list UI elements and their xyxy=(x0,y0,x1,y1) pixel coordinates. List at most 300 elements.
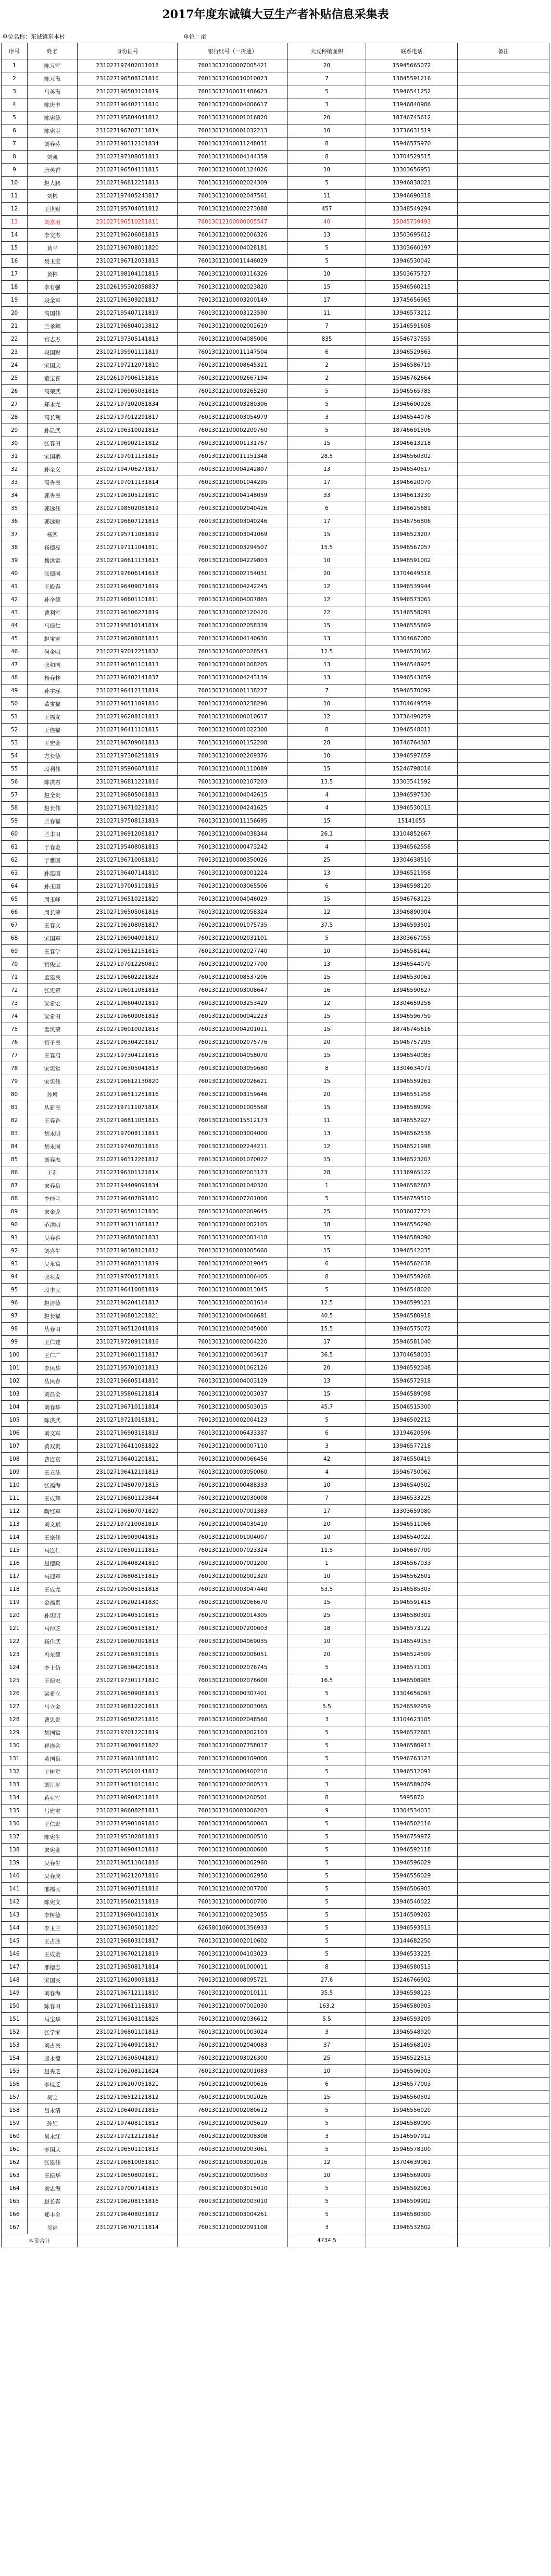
cell-remark xyxy=(458,1375,549,1388)
cell-id-number: 231027196510231820 xyxy=(78,893,178,906)
table-row xyxy=(2,711,549,724)
cell-soy-area: 13 xyxy=(288,867,366,880)
table-row xyxy=(2,1818,549,1831)
cell-soy-area: 10 xyxy=(288,2065,366,2078)
cell-id-number: 231027196107051821 xyxy=(78,2078,178,2091)
cell-phone: 15946560502 xyxy=(366,2091,458,2104)
cell-remark xyxy=(458,619,549,632)
cell-phone: 13946532602 xyxy=(366,2221,458,2234)
cell-bank-account: 76013012100002045000 xyxy=(178,1323,288,1336)
cell-name: 李玉兰 xyxy=(28,1922,78,1935)
cell-index: 138 xyxy=(2,1844,28,1857)
cell-name: 王树堂 xyxy=(28,1765,78,1778)
cell-remark xyxy=(458,2117,549,2130)
cell-remark xyxy=(458,203,549,216)
cell-bank-account: 76013012100002003065 xyxy=(178,1700,288,1713)
cell-phone: 15146507912 xyxy=(366,2130,458,2143)
cell-name: 李树德 xyxy=(28,1909,78,1922)
cell-phone: 15146558091 xyxy=(366,606,458,619)
cell-remark xyxy=(458,229,549,242)
cell-id-number: 231027197508131819 xyxy=(78,815,178,828)
cell-remark xyxy=(458,1909,549,1922)
cell-phone: 13946548925 xyxy=(366,658,458,671)
cell-remark xyxy=(458,893,549,906)
cell-soy-area: 5 xyxy=(288,2104,366,2117)
table-row xyxy=(2,1375,549,1388)
table-row xyxy=(2,1010,549,1023)
cell-phone: 13946598120 xyxy=(366,880,458,893)
table-row xyxy=(2,1778,549,1791)
cell-soy-area: 28 xyxy=(288,1166,366,1179)
cell-name: 黄双贵 xyxy=(28,1440,78,1453)
cell-index: 102 xyxy=(2,1375,28,1388)
cell-id-number: 231027196308101812 xyxy=(78,1245,178,1258)
cell-soy-area: 13 xyxy=(288,1127,366,1140)
cell-soy-area: 12 xyxy=(288,2156,366,2169)
cell-phone: 13348549294 xyxy=(366,203,458,216)
cell-name: 马仲芝 xyxy=(28,1622,78,1635)
cell-id-number: 231027196512041819 xyxy=(78,1323,178,1336)
cell-id-number: 231027196511251816 xyxy=(78,1088,178,1101)
cell-phone: 13946580301 xyxy=(366,1609,458,1622)
table-row xyxy=(2,1284,549,1297)
cell-phone: 15946581040 xyxy=(366,1336,458,1349)
cell-soy-area: 15.5 xyxy=(288,1323,366,1336)
cell-name: 曹思贵 xyxy=(28,1713,78,1726)
cell-id-number: 231027197005171815 xyxy=(78,1271,178,1284)
cell-remark xyxy=(458,1088,549,1101)
cell-phone: 13946509902 xyxy=(366,2195,458,2208)
cell-phone: 13946596029 xyxy=(366,1857,458,1870)
cell-soy-area: 4 xyxy=(288,802,366,815)
cell-remark xyxy=(458,958,549,971)
cell-id-number: 231027196108081817 xyxy=(78,919,178,932)
cell-bank-account: 76013012100007002030 xyxy=(178,2000,288,2013)
cell-soy-area: 15 xyxy=(288,1231,366,1245)
cell-index: 10 xyxy=(2,177,28,190)
cell-index: 71 xyxy=(2,971,28,984)
table-row xyxy=(2,1466,549,1479)
cell-id-number: 231027197102081834 xyxy=(78,398,178,411)
cell-phone: 13946502116 xyxy=(366,1818,458,1831)
cell-name: 孙全德 xyxy=(28,593,78,606)
cell-bank-account: 76013012100004200501 xyxy=(178,1791,288,1805)
cell-bank-account: 76013012100007001383 xyxy=(178,1505,288,1518)
cell-index: 48 xyxy=(2,671,28,685)
cell-soy-area: 3 xyxy=(288,2026,366,2039)
cell-index: 91 xyxy=(2,1231,28,1245)
cell-name: 段丰民 xyxy=(28,1284,78,1297)
cell-phone: 13946589090 xyxy=(366,1231,458,1245)
cell-index: 106 xyxy=(2,1427,28,1440)
cell-bank-account: 76013012100000473242 xyxy=(178,841,288,854)
cell-index: 144 xyxy=(2,1922,28,1935)
cell-index: 103 xyxy=(2,1388,28,1401)
table-row xyxy=(2,1713,549,1726)
cell-index: 161 xyxy=(2,2143,28,2156)
cell-name: 刘江平 xyxy=(28,1778,78,1791)
table-row xyxy=(2,2130,549,2143)
cell-index: 113 xyxy=(2,1518,28,1531)
cell-index: 95 xyxy=(2,1284,28,1297)
cell-soy-area: 8 xyxy=(288,138,366,151)
cell-id-number: 231027196811221816 xyxy=(78,776,178,789)
cell-id-number: 231027196909041815 xyxy=(78,1531,178,1544)
cell-index: 20 xyxy=(2,307,28,320)
cell-id-number: 231026197906151816 xyxy=(78,372,178,385)
table-row xyxy=(2,1609,549,1622)
cell-soy-area: 8 xyxy=(288,1961,366,1974)
cell-phone: 5995870 xyxy=(366,1791,458,1805)
table-row xyxy=(2,294,549,307)
table-row xyxy=(2,1961,549,1974)
cell-phone: 13303659080 xyxy=(366,1505,458,1518)
cell-soy-area: 5 xyxy=(288,1857,366,1870)
table-row xyxy=(2,111,549,125)
cell-id-number: 231027196801123844 xyxy=(78,1492,178,1505)
cell-name: 李士仿 xyxy=(28,1661,78,1674)
cell-remark xyxy=(458,1192,549,1205)
table-row xyxy=(2,1245,549,1258)
cell-index: 77 xyxy=(2,1049,28,1062)
cell-bank-account: 76013012100003015010 xyxy=(178,2182,288,2195)
cell-remark xyxy=(458,1062,549,1075)
cell-index: 80 xyxy=(2,1088,28,1101)
cell-name: 孙增 xyxy=(28,1088,78,1101)
cell-remark xyxy=(458,346,549,359)
cell-bank-account: 76013012100003004261 xyxy=(178,2208,288,2221)
cell-phone: 13104852667 xyxy=(366,828,458,841)
cell-bank-account: 76013012100001138227 xyxy=(178,685,288,698)
cell-remark xyxy=(458,216,549,229)
table-row xyxy=(2,242,549,255)
table-row xyxy=(2,2195,549,2208)
total-empty xyxy=(366,2234,458,2247)
cell-index: 139 xyxy=(2,1857,28,1870)
cell-id-number: 231027196512151815 xyxy=(78,945,178,958)
cell-name: 刘文斌 xyxy=(28,1518,78,1531)
cell-bank-account: 76013012100001152208 xyxy=(178,737,288,750)
cell-bank-account: 76013012100002031101 xyxy=(178,932,288,945)
table-row xyxy=(2,1492,549,1505)
cell-bank-account: 76013012100001000011 xyxy=(178,1961,288,1974)
cell-phone: 13303541592 xyxy=(366,776,458,789)
table-row xyxy=(2,1791,549,1805)
cell-id-number: 231027195906071816 xyxy=(78,763,178,776)
cell-name: 马立金 xyxy=(28,1700,78,1713)
cell-index: 68 xyxy=(2,932,28,945)
cell-bank-account: 76013012100002003617 xyxy=(178,1349,288,1362)
cell-name: 刘文军 xyxy=(28,1427,78,1440)
cell-remark xyxy=(458,2104,549,2117)
cell-soy-area: 13 xyxy=(288,229,366,242)
cell-name: 陈宪文 xyxy=(28,1896,78,1909)
cell-bank-account: 76013012100002667194 xyxy=(178,372,288,385)
table-row xyxy=(2,1062,549,1075)
cell-id-number: 231027197212121813 xyxy=(78,2130,178,2143)
cell-index: 117 xyxy=(2,1570,28,1583)
cell-name: 陈洪武 xyxy=(28,1414,78,1427)
cell-phone: 13946589099 xyxy=(366,1101,458,1114)
cell-soy-area: 835 xyxy=(288,333,366,346)
cell-bank-account: 76013012100003047440 xyxy=(178,1583,288,1596)
table-row xyxy=(2,1870,549,1883)
table-row xyxy=(2,1166,549,1179)
cell-phone: 15246798016 xyxy=(366,763,458,776)
cell-soy-area: 45.7 xyxy=(288,1401,366,1414)
cell-soy-area: 22 xyxy=(288,606,366,619)
cell-soy-area: 5 xyxy=(288,1752,366,1765)
cell-phone: 13946523207 xyxy=(366,528,458,541)
table-row xyxy=(2,815,549,828)
table-row xyxy=(2,177,549,190)
cell-soy-area: 17 xyxy=(288,294,366,307)
table-row xyxy=(2,1648,549,1661)
cell-name: 马连仁 xyxy=(28,1544,78,1557)
cell-soy-area: 10 xyxy=(288,1531,366,1544)
cell-name: 高国伟 xyxy=(28,307,78,320)
cell-phone: 13946613230 xyxy=(366,489,458,502)
cell-soy-area: 8 xyxy=(288,1791,366,1805)
table-row xyxy=(2,1218,549,1231)
cell-soy-area: 5 xyxy=(288,1661,366,1674)
cell-bank-account: 76013012100004085006 xyxy=(178,333,288,346)
cell-index: 87 xyxy=(2,1179,28,1192)
cell-bank-account: 76013012100004140630 xyxy=(178,632,288,645)
cell-remark xyxy=(458,1518,549,1531)
cell-id-number: 231027196602221823 xyxy=(78,971,178,984)
cell-remark xyxy=(458,1818,549,1831)
cell-remark xyxy=(458,2013,549,2026)
cell-index: 129 xyxy=(2,1726,28,1739)
cell-name: 刘喜生 xyxy=(28,1245,78,1258)
cell-id-number: 231027197008111815 xyxy=(78,1127,178,1140)
cell-index: 165 xyxy=(2,2195,28,2208)
cell-soy-area: 10 xyxy=(288,164,366,177)
cell-bank-account: 76013012100008095721 xyxy=(178,1974,288,1987)
cell-soy-area: 5 xyxy=(288,1935,366,1948)
cell-soy-area: 12.5 xyxy=(288,645,366,658)
cell-name: 孙建国 xyxy=(28,867,78,880)
cell-index: 61 xyxy=(2,841,28,854)
cell-phone: 13946593501 xyxy=(366,919,458,932)
cell-bank-account: 76013012100003054979 xyxy=(178,411,288,424)
table-row xyxy=(2,802,549,815)
cell-phone: 13946533225 xyxy=(366,1492,458,1505)
cell-remark xyxy=(458,1414,549,1427)
cell-index: 125 xyxy=(2,1674,28,1687)
cell-id-number: 231027196601101811 xyxy=(78,593,178,606)
cell-bank-account: 76013012100000005547 xyxy=(178,216,288,229)
cell-index: 72 xyxy=(2,984,28,997)
cell-name: 宋宪金 xyxy=(28,1844,78,1857)
table-row xyxy=(2,1805,549,1818)
cell-soy-area: 5 xyxy=(288,85,366,98)
table-row xyxy=(2,1674,549,1687)
cell-remark xyxy=(458,698,549,711)
table-row xyxy=(2,828,549,841)
cell-name: 陈宪德 xyxy=(28,111,78,125)
cell-soy-area: 12 xyxy=(288,580,366,593)
cell-name: 王春学 xyxy=(28,945,78,958)
cell-id-number: 231027196208101813 xyxy=(78,711,178,724)
cell-name: 孙宪明 xyxy=(28,1609,78,1622)
cell-bank-account: 76013012100007005421 xyxy=(178,59,288,72)
cell-name: 张和国 xyxy=(28,658,78,671)
cell-id-number: 231027196309201817 xyxy=(78,294,178,307)
cell-bank-account: 76013012100004003129 xyxy=(178,1375,288,1388)
cell-index: 37 xyxy=(2,528,28,541)
table-row xyxy=(2,1909,549,1922)
cell-bank-account: 76013012100003008647 xyxy=(178,984,288,997)
cell-soy-area: 25 xyxy=(288,854,366,867)
table-row xyxy=(2,2091,549,2104)
cell-id-number: 231027196601151817 xyxy=(78,1349,178,1362)
cell-soy-area: 15 xyxy=(288,437,366,450)
cell-index: 92 xyxy=(2,1245,28,1258)
table-row xyxy=(2,919,549,932)
cell-phone: 13946556290 xyxy=(366,1218,458,1231)
table-row xyxy=(2,372,549,385)
cell-phone: 15946570362 xyxy=(366,645,458,658)
cell-bank-account: 76013012100002019045 xyxy=(178,1258,288,1271)
cell-index: 79 xyxy=(2,1075,28,1088)
cell-name: 刘凯 xyxy=(28,151,78,164)
cell-id-number: 231027196812201813 xyxy=(78,1700,178,1713)
cell-remark xyxy=(458,502,549,515)
cell-soy-area: 15 xyxy=(288,1023,366,1036)
cell-name: 高秀民 xyxy=(28,476,78,489)
cell-remark xyxy=(458,1349,549,1362)
table-row xyxy=(2,1831,549,1844)
cell-remark xyxy=(458,1401,549,1414)
cell-remark xyxy=(458,1922,549,1935)
cell-id-number: 231027196202141830 xyxy=(78,1596,178,1609)
cell-remark xyxy=(458,997,549,1010)
cell-bank-account: 76013012100000002950 xyxy=(178,1870,288,1883)
table-row xyxy=(2,932,549,945)
cell-remark xyxy=(458,1831,549,1844)
cell-soy-area: 15 xyxy=(288,1010,366,1023)
cell-name: 刘春芬 xyxy=(28,138,78,151)
cell-remark xyxy=(458,1765,549,1778)
cell-name: 孟建民 xyxy=(28,971,78,984)
cell-phone: 13104623105 xyxy=(366,1713,458,1726)
cell-bank-account: 76013012100001022300 xyxy=(178,724,288,737)
table-body xyxy=(2,59,549,2234)
cell-phone: 15046697700 xyxy=(366,1544,458,1557)
cell-name: 赵大鹏 xyxy=(28,177,78,190)
cell-id-number: 231027196407141810 xyxy=(78,867,178,880)
cell-bank-account: 76013012100003159646 xyxy=(178,1088,288,1101)
cell-name: 吴春喜 xyxy=(28,1231,78,1245)
cell-index: 11 xyxy=(2,190,28,203)
cell-phone: 13546759510 xyxy=(366,1192,458,1205)
cell-name: 李国庆 xyxy=(28,2143,78,2156)
cell-soy-area: 13 xyxy=(288,671,366,685)
cell-bank-account: 62658010600001356933 xyxy=(178,1922,288,1935)
cell-index: 17 xyxy=(2,268,28,281)
cell-index: 145 xyxy=(2,1935,28,1948)
cell-phone: 15146591608 xyxy=(366,320,458,333)
cell-id-number: 231027196609061813 xyxy=(78,1010,178,1023)
table-row xyxy=(2,541,549,554)
cell-remark xyxy=(458,489,549,502)
cell-remark xyxy=(458,606,549,619)
cell-index: 4 xyxy=(2,98,28,111)
table-row xyxy=(2,255,549,268)
table-row xyxy=(2,1518,549,1531)
cell-bank-account: 76013012100002028543 xyxy=(178,645,288,658)
cell-remark xyxy=(458,2130,549,2143)
cell-soy-area: 12 xyxy=(288,593,366,606)
cell-index: 166 xyxy=(2,2208,28,2221)
cell-name: 李民华 xyxy=(28,1362,78,1375)
cell-index: 101 xyxy=(2,1362,28,1375)
cell-remark xyxy=(458,1114,549,1127)
cell-bank-account: 76013012100002269376 xyxy=(178,750,288,763)
cell-name: 黄国泉 xyxy=(28,1752,78,1765)
table-row xyxy=(2,1557,549,1570)
cell-soy-area: 5 xyxy=(288,424,366,437)
cell-id-number: 231027196912081817 xyxy=(78,828,178,841)
cell-soy-area: 5 xyxy=(288,1870,366,1883)
cell-remark xyxy=(458,1023,549,1036)
cell-bank-account: 76013012100001110089 xyxy=(178,763,288,776)
cell-name: 聂玉宝 xyxy=(28,255,78,268)
table-row xyxy=(2,984,549,997)
cell-id-number: 231027197012201819 xyxy=(78,1726,178,1739)
cell-id-number: 231027196904211818 xyxy=(78,1791,178,1805)
cell-remark xyxy=(458,567,549,580)
cell-remark xyxy=(458,2143,549,2156)
cell-name: 兰春福 xyxy=(28,815,78,828)
cell-index: 16 xyxy=(2,255,28,268)
cell-remark xyxy=(458,307,549,320)
total-value: 4734.5 xyxy=(288,2234,366,2247)
cell-bank-account: 76013012100002244211 xyxy=(178,1140,288,1153)
table-row xyxy=(2,906,549,919)
cell-phone: 13946592118 xyxy=(366,1844,458,1857)
cell-phone: 15946573061 xyxy=(366,593,458,606)
cell-index: 163 xyxy=(2,2169,28,2182)
cell-phone: 13704658033 xyxy=(366,1349,458,1362)
cell-bank-account: 76013012100003002103 xyxy=(178,1726,288,1739)
cell-bank-account: 76013012100003001224 xyxy=(178,867,288,880)
cell-name: 王连福 xyxy=(28,724,78,737)
cell-name: 吕永清 xyxy=(28,2104,78,2117)
cell-index: 84 xyxy=(2,1140,28,1153)
cell-remark xyxy=(458,2156,549,2169)
cell-bank-account: 76013012100003123590 xyxy=(178,307,288,320)
cell-index: 22 xyxy=(2,333,28,346)
cell-remark xyxy=(458,1531,549,1544)
cell-name: 王仁贵 xyxy=(28,1818,78,1831)
cell-index: 65 xyxy=(2,893,28,906)
cell-remark xyxy=(458,1218,549,1231)
table-row xyxy=(2,333,549,346)
cell-remark xyxy=(458,789,549,802)
cell-bank-account: 76013012100011151348 xyxy=(178,450,288,463)
cell-index: 134 xyxy=(2,1791,28,1805)
cell-name: 宋春泉 xyxy=(28,1179,78,1192)
cell-name: 宫子民 xyxy=(28,1036,78,1049)
table-row xyxy=(2,1127,549,1140)
cell-index: 94 xyxy=(2,1271,28,1284)
cell-phone: 13946597659 xyxy=(366,750,458,763)
cell-id-number: 231027196505061816 xyxy=(78,906,178,919)
total-row xyxy=(2,2234,549,2247)
